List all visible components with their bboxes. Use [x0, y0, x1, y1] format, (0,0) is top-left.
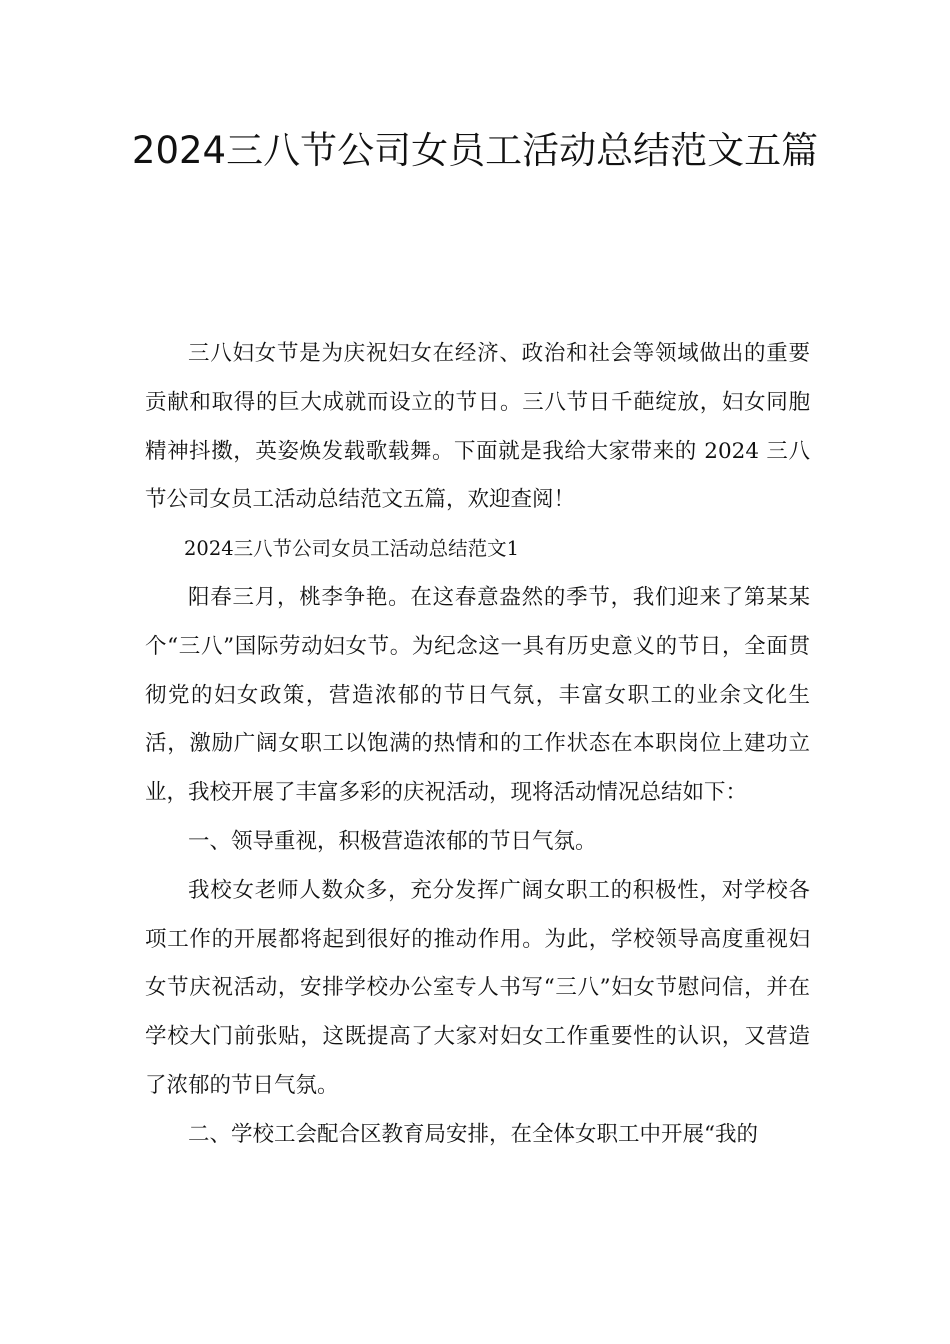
subheading-paragraph: 一、领导重视，积极营造浓郁的节日气氛。	[188, 828, 597, 854]
section-title: 2024三八节公司女员工活动总结范文1	[184, 537, 520, 561]
intro-paragraph: 三八妇女节是为庆祝妇女在经济、政治和社会等领域做出的重要贡献和取得的巨大成就而设立的节日。三八节日千葩绽放，妇女同胞精神抖擞，英姿焕发载歌载舞。下面就是我给大家带来的 2024 三八节公司女员工活动总结范文五篇，欢迎查阅！	[145, 341, 810, 513]
body-paragraph: 我校女老师人数众多，充分发挥广阔女职工的积极性，对学校各项工作的开展都将起到很好的推动作用。为此，学校领导高度重视妇女节庆祝活动，安排学校办公室专人书写“三八”妇女节慰问信，并在学校大门前张贴，这既提高了大家对妇女工作重要性的认识，又营造了浓郁的节日气氛。	[145, 877, 810, 1098]
body-paragraph: 阳春三月，桃李争艳。在这春意盎然的季节，我们迎来了第某某个“三八”国际劳动妇女节。为纪念这一具有历史意义的节日，全面贯彻党的妇女政策，营造浓郁的节日气氛，丰富女职工的业余文化生活，激励广阔女职工以饱满的热情和的工作状态在本职岗位上建功立业，我校开展了丰富多彩的庆祝活动，现将活动情况总结如下：	[145, 584, 810, 806]
document-title: 2024三八节公司女员工活动总结范文五篇	[131, 129, 819, 172]
subheading-paragraph: 二、学校工会配合区教育局安排，在全体女职工中开展“我的	[188, 1121, 758, 1147]
document-body	[145, 330, 810, 1160]
